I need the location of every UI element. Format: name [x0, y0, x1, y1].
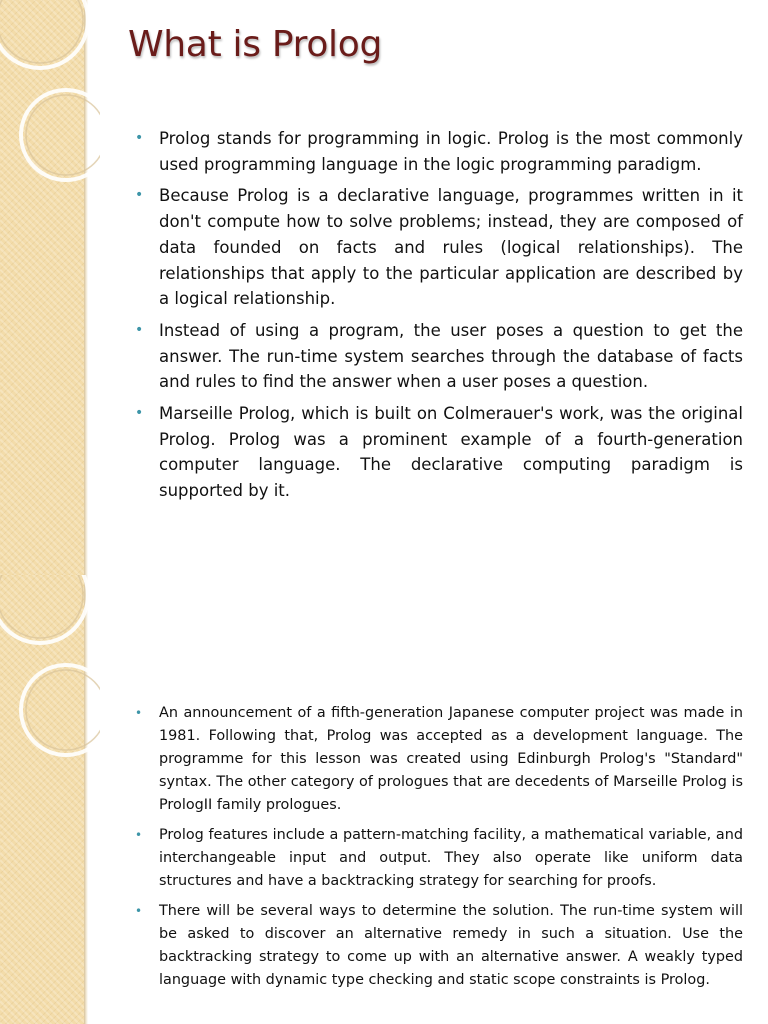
- bullet-icon: •: [135, 187, 144, 204]
- bullet-list: [135, 702, 743, 999]
- bullet-text: Marseille Prolog, which is built on Colmerauer's work, was the original Prolog. Prolog was a prominent example of a fourth-generation computer language. The declarative computing paradigm is supported by it.: [159, 404, 743, 501]
- bullet-icon: •: [135, 130, 144, 146]
- bullet-item: [135, 318, 743, 395]
- bullet-text: Prolog stands for programming in logic. Prolog is the most commonly used programming language in the logic programming paradigm.: [159, 129, 743, 174]
- bullet-item: [135, 824, 743, 893]
- bullet-icon: •: [135, 405, 144, 422]
- bullet-text: An announcement of a fifth-generation Japanese computer project was made in 1981. Following that, Prolog was accepted as a development language. The programme for this lesson was created using Edinburgh Prolog's "Standard" syntax. The other category of prologues that are decedents of Marseille Prolog is PrologII family prologues.: [159, 705, 743, 813]
- bullet-text: Because Prolog is a declarative language, programmes written in it don't compute how to solve problems; instead, they are composed of data founded on facts and rules (logical relationships). The relationships that apply to the particular application are described by a logical relationship.: [159, 186, 743, 309]
- bullet-icon: •: [135, 321, 144, 338]
- bullet-item: [135, 702, 743, 817]
- bullet-text: Prolog features include a pattern-matching facility, a mathematical variable, and interchangeable input and output. They also operate like uniform data structures and have a backtracking strategy for searching for proofs.: [159, 827, 743, 889]
- bullet-item: [135, 183, 743, 312]
- bullet-item: [135, 126, 743, 177]
- bullet-item: [135, 900, 743, 992]
- bullet-item: [135, 401, 743, 504]
- bullet-text: Instead of using a program, the user poses a question to get the answer. The run-time system searches through the database of facts and rules to find the answer when a user poses a question.: [159, 320, 743, 392]
- bullet-icon: •: [135, 706, 143, 720]
- decorative-rings-icon: [0, 0, 100, 575]
- bullet-icon: •: [135, 828, 143, 842]
- bullet-icon: •: [135, 904, 143, 918]
- slide-2: [0, 575, 768, 1024]
- bullet-list: [135, 126, 743, 510]
- decorative-rings-icon: [0, 575, 100, 1024]
- bullet-text: There will be several ways to determine the solution. The run-time system will be asked to discover an alternative remedy in such a situation. Use the backtracking strategy to come up with an alternative answer. A weakly typed language with dynamic type checking and static scope constraints is Prolog.: [159, 903, 743, 988]
- slide-title: What is Prolog: [128, 24, 383, 65]
